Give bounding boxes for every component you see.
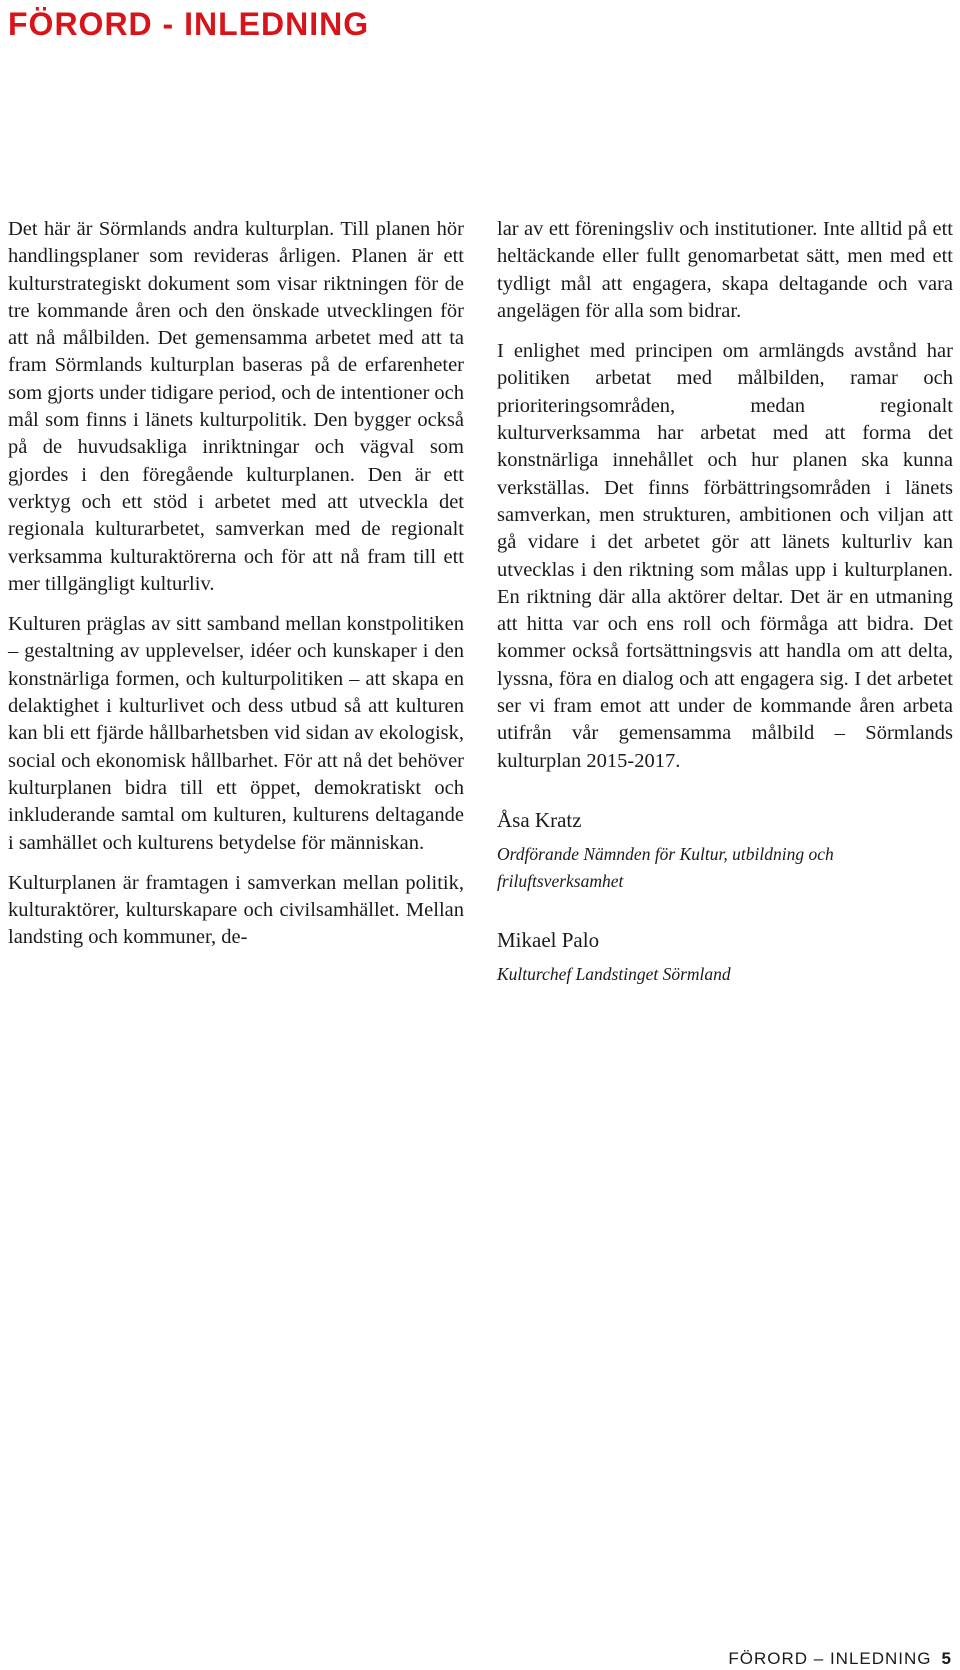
signature-title: Ordförande Nämnden för Kultur, utbildning och friluftsverksamhet: [497, 843, 834, 891]
signature-name: Åsa Kratz: [497, 807, 582, 832]
page-footer: [728, 1648, 952, 1670]
body-paragraph: Kulturen präglas av sitt samband mellan konstpolitiken – gestaltning av upplevelser, idéer och kunskaper i den konstnärliga formen, och kulturpolitiken – att skapa en delaktighet i kulturlivet och dess utbud så att kulturen kan bli ett fjärde hållbarhetsben vid sidan av ekologisk, social och ekonomisk hållbarhet. För att nå det behöver kulturplanen bidra till ett öppet, demokratiskt och inkluderande samtal om kulturen, kulturens deltagande i samhället och kulturens betydelse för människan.: [8, 613, 464, 854]
left-column: [8, 216, 464, 965]
page-title: FÖRORD - INLEDNING: [8, 6, 370, 42]
signature-title: Kulturchef Landstinget Sörmland: [497, 963, 731, 984]
footer-section-label: FÖRORD – INLEDNING: [728, 1649, 932, 1668]
body-paragraph: lar av ett föreningsliv och institutioner. Inte alltid på ett heltäckande eller fullt genomarbetat sätt, men med ett tydligt mål att engagera, skapa deltagande och vara angelägen för alla som bidrar.: [497, 218, 953, 322]
body-paragraph: I enlighet med principen om armlängds avstånd har politiken arbetat med målbilden, ramar och prioriteringsområden, medan regionalt kulturverksamma har arbetat med att forma det konstnärliga innehållet och hur planen ska kunna verkställas. Det finns förbättringsområden i länets samverkan, men strukturen, ambitionen och viljan att gå vidare i det arbetet gör att länets kulturliv kan utvecklas i den riktning som målas upp i kulturplanen. En riktning där alla aktörer deltar. Det är en utmaning att hitta var och ens roll och förmåga att bidra. Det kommer också fortsättningsvis att handla om att delta, lyssna, föra en dialog och att engagera sig. I det arbetet ser vi fram emot att under de kommande åren arbeta utifrån vår gemensamma målbild – Sörmlands kulturplan 2015-2017.: [497, 340, 953, 772]
signature-block: [497, 925, 953, 988]
right-column: [497, 216, 953, 988]
body-paragraph: Kulturplanen är framtagen i samverkan mellan politik, kulturaktörer, kulturskapare och civilsamhället. Mellan landsting och kommuner, de-: [8, 871, 464, 949]
signature-block: [497, 805, 953, 895]
body-paragraph: Det här är Sörmlands andra kulturplan. Till planen hör handlingsplaner som revideras årligen. Planen är ett kulturstrategiskt dokument som visar riktningen för de tre kommande åren och den önskade utvecklingen för att nå målbilden. Det gemensamma arbetet med att ta fram Sörmlands kulturplan baseras på de erfarenheter som gjorts under tidigare period, och de intentioner och mål som finns i länets kulturpolitik. Den bygger också på de huvudsakliga inriktningar och vägval som gjordes i den föregående kulturplanen. Den är ett verktyg och ett stöd i arbetet med att utveckla det regionala kulturarbetet, samverkan med de regionalt verksamma kulturaktörerna och för att nå fram till ett mer tillgängligt kulturliv.: [8, 218, 465, 595]
signature-name: Mikael Palo: [497, 927, 600, 952]
page-number: 5: [941, 1649, 952, 1668]
